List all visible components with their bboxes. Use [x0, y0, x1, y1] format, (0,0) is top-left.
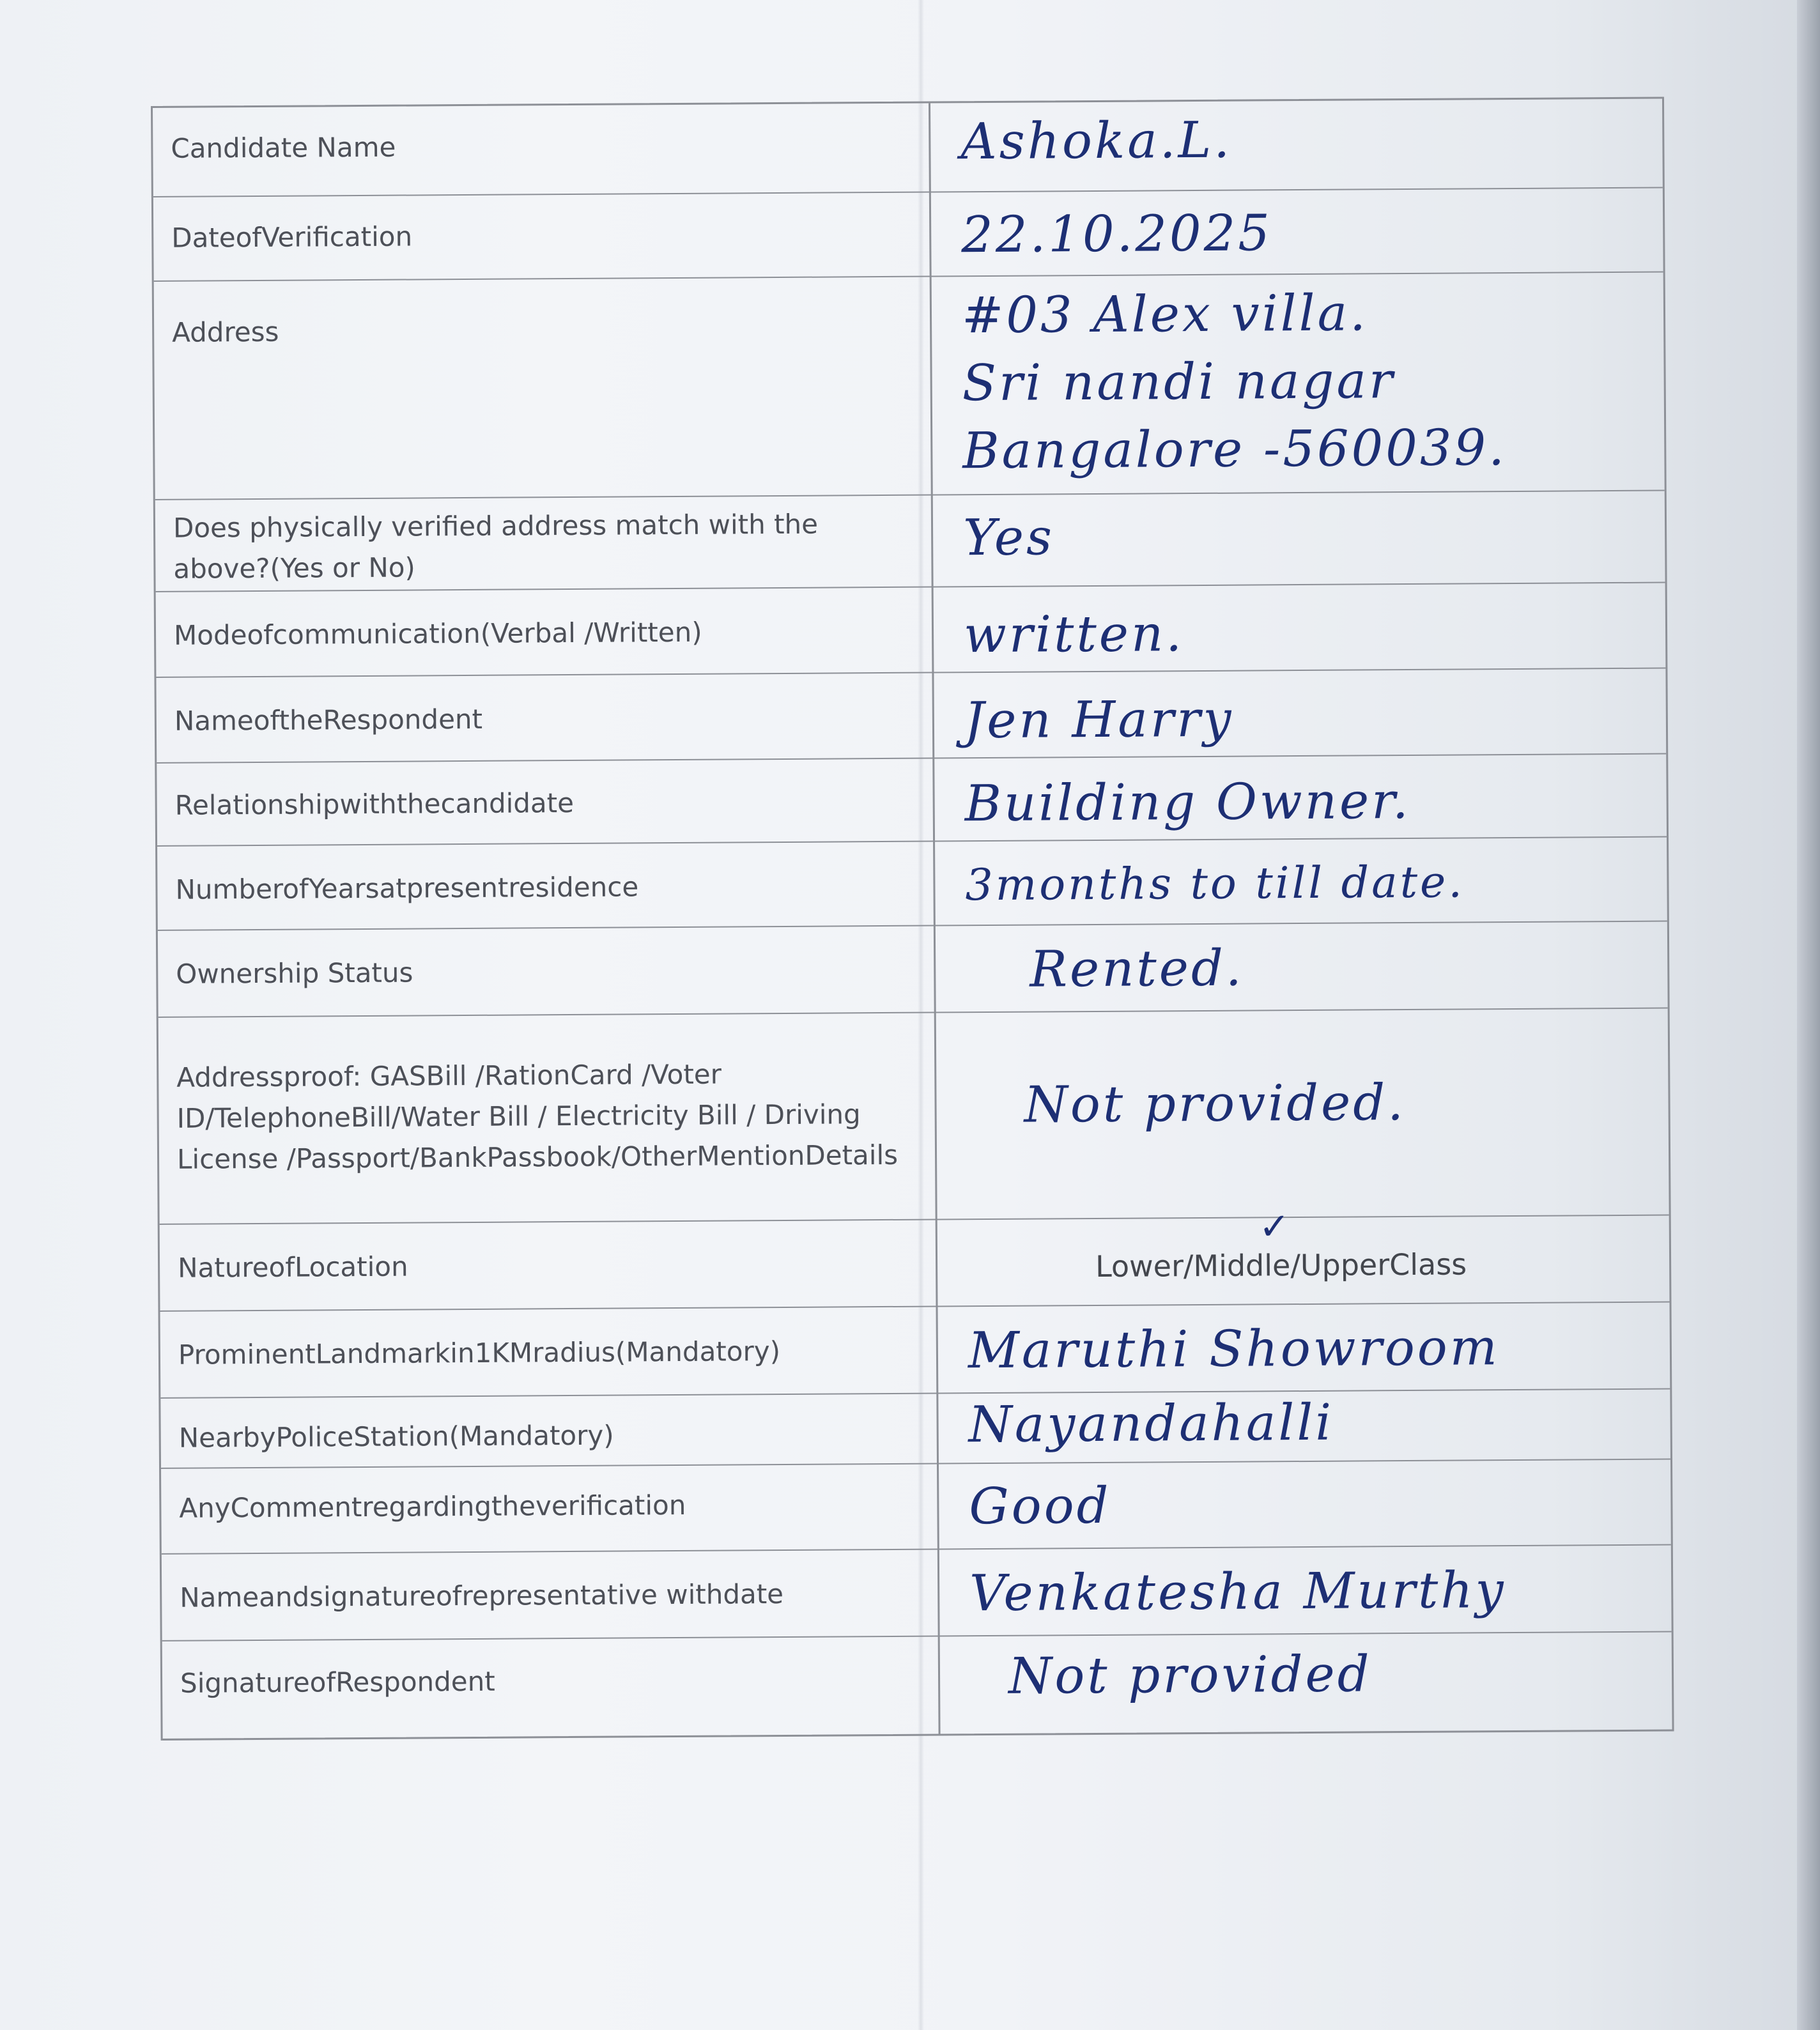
representative-label: Nameandsignatureofrepresentative withdate: [180, 1578, 784, 1613]
row-landmark: [160, 1302, 1670, 1397]
address-label: Address: [172, 316, 279, 348]
signature-of-respondent-value: Not provided: [1008, 1645, 1372, 1705]
police-station-label: NearbyPoliceStation(Mandatory): [178, 1419, 614, 1454]
row-date-of-verification: [153, 187, 1663, 281]
row-mode-of-communication: [156, 582, 1666, 677]
row-comment: [161, 1459, 1671, 1553]
name-of-respondent-label: NameoftheRespondent: [174, 703, 483, 737]
relationship-value: Building Owner.: [964, 772, 1411, 833]
candidate-name-label: Candidate Name: [171, 131, 396, 164]
address-line-2: Sri nandi nagar: [962, 352, 1396, 413]
row-signature-of-respondent: [162, 1631, 1672, 1739]
address-line-1: #03 Alex villa.: [961, 284, 1369, 345]
checkmark-icon: ✓: [1258, 1204, 1290, 1249]
row-ownership-status: [158, 921, 1668, 1017]
years-at-residence-value: 3months to till date.: [965, 857, 1465, 911]
row-police-station: [160, 1388, 1670, 1468]
row-years-at-residence: [157, 836, 1667, 930]
row-relationship: [157, 753, 1667, 845]
address-line-3: Bangalore -560039.: [962, 419, 1508, 481]
landmark-value: Maruthi Showroom: [968, 1319, 1500, 1380]
row-nature-of-location: [160, 1204, 1670, 1311]
representative-value: Venkatesha Murthy: [969, 1562, 1506, 1623]
candidate-name-value: Ashoka.L.: [960, 111, 1233, 171]
row-address-proof: [158, 1008, 1669, 1224]
row-candidate-name: [153, 99, 1663, 196]
name-of-respondent-value: Jen Harry: [964, 690, 1234, 750]
address-proof-label: Addressproof: GASBill /RationCard /Voter ID/TelephoneBill/Water Bill / Electricity Bill / Driving License /Passport/BankPassbook/OtherMentionDetails: [176, 1058, 898, 1175]
date-of-verification-label: DateofVerification: [171, 220, 413, 254]
ownership-status-label: Ownership Status: [176, 957, 413, 990]
nature-of-location-label: NatureofLocation: [177, 1250, 408, 1284]
signature-of-respondent-label: SignatureofRespondent: [180, 1665, 495, 1699]
comment-value: Good: [969, 1477, 1111, 1536]
verification-form-table: [151, 97, 1674, 1741]
mode-of-communication-value: written.: [963, 605, 1185, 665]
years-at-residence-label: NumberofYearsatpresentresidence: [175, 871, 639, 905]
relationship-label: Relationshipwiththecandidate: [174, 787, 575, 821]
ownership-status-value: Rented.: [1030, 939, 1244, 999]
address-match-value: Yes: [962, 509, 1055, 567]
row-address: [154, 272, 1665, 499]
police-station-value: Nayandahalli: [968, 1394, 1334, 1454]
date-of-verification-value: 22.10.2025: [960, 204, 1273, 265]
row-representative: [162, 1544, 1672, 1640]
address-value: [962, 278, 1660, 486]
address-proof-value: Not provided.: [1024, 1074, 1407, 1134]
address-match-label: Does physically verified address match with the above?(Yes or No): [173, 508, 819, 585]
landmark-label: ProminentLandmarkin1KMradius(Mandatory): [178, 1335, 781, 1371]
mode-of-communication-label: Modeofcommunication(Verbal /Written): [173, 616, 702, 651]
row-name-of-respondent: [156, 668, 1666, 762]
nature-of-location-value: Lower/Middle/UpperClass: [1095, 1247, 1467, 1284]
row-address-match: [155, 490, 1665, 591]
page-edge-shadow: [1797, 0, 1820, 2030]
comment-label: AnyCommentregardingtheverification: [179, 1489, 686, 1524]
